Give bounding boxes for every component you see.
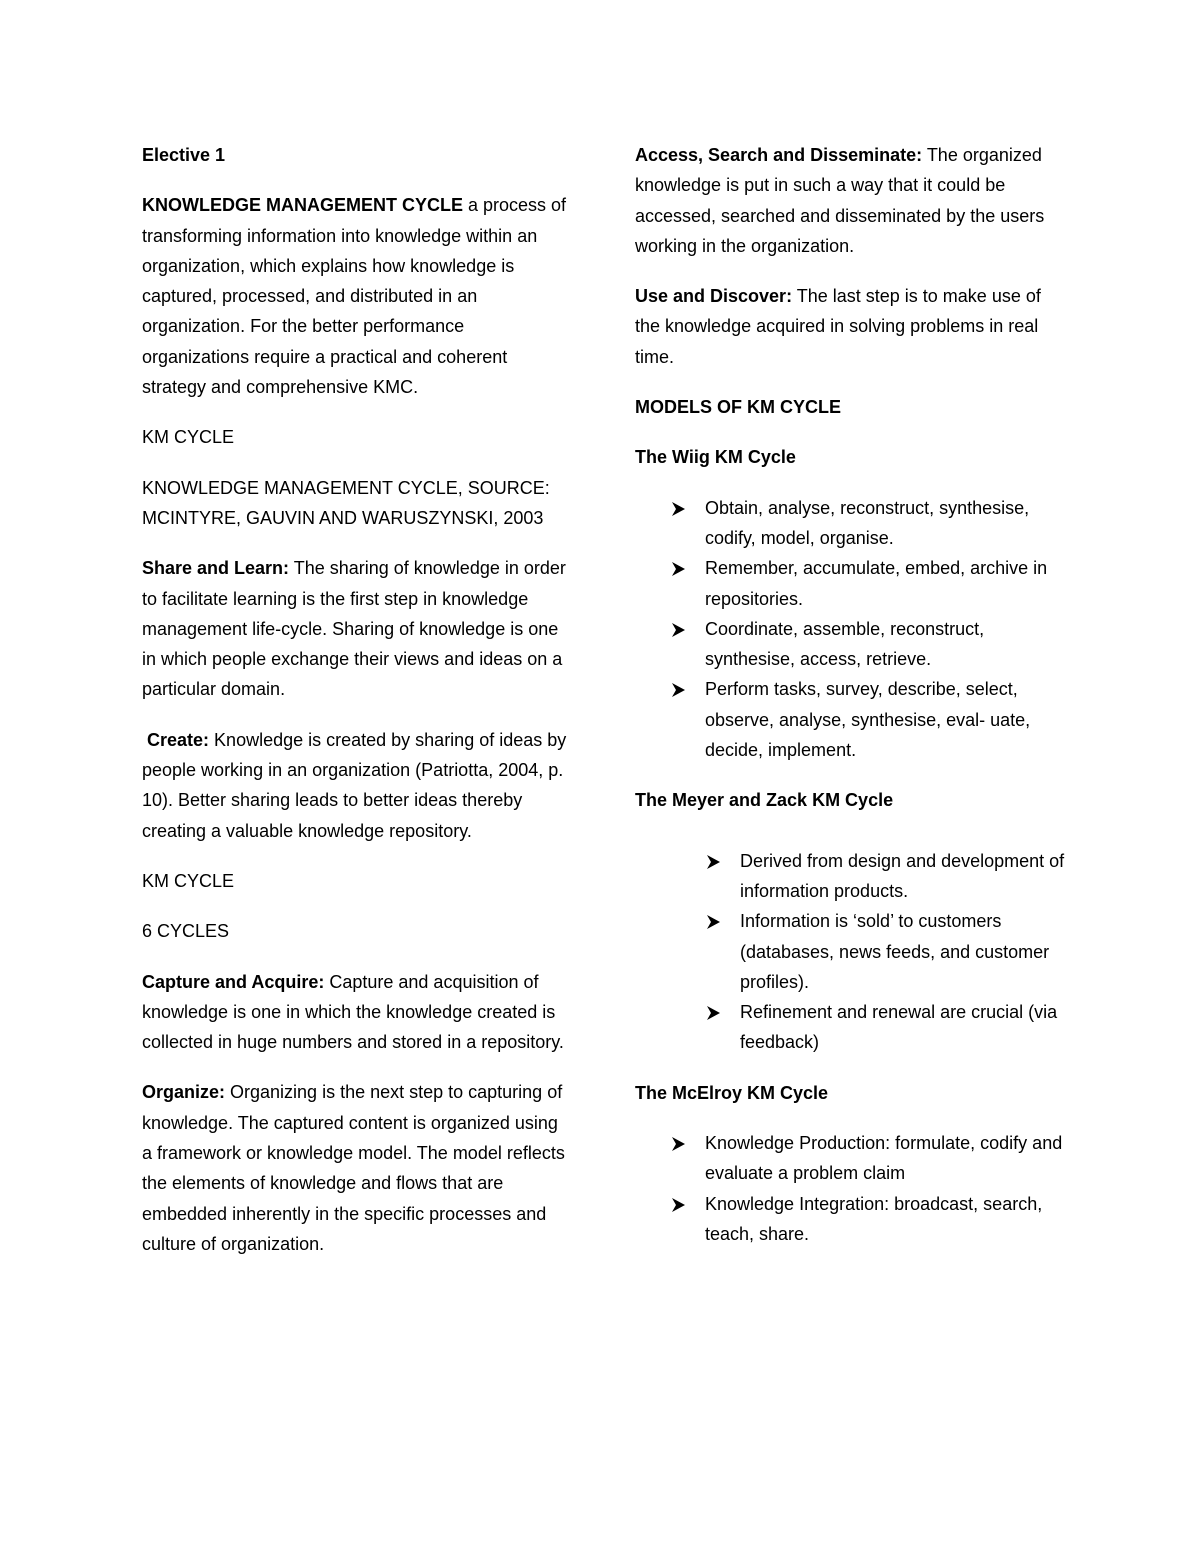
kmc-definition <box>142 190 572 402</box>
create-term: Create: <box>147 729 210 750</box>
capture-term: Capture and Acquire: <box>142 971 325 992</box>
capture-and-acquire <box>142 967 572 1058</box>
km-cycle-label-2: KM CYCLE <box>142 870 235 891</box>
access-term: Access, Search and Disseminate: <box>635 145 923 165</box>
arrow-bullet-icon <box>706 1006 720 1020</box>
right-column <box>635 140 1065 1269</box>
left-column <box>142 140 572 1279</box>
use-def: The last step is to make use of the knowledge acquired in solving problems in real time. <box>635 286 1041 367</box>
kmc-term: KNOWLEDGE MANAGEMENT CYCLE <box>142 195 463 216</box>
arrow-bullet-icon <box>706 855 720 869</box>
km-cycle-label-1: KM CYCLE <box>142 427 235 448</box>
list-item: Refinement and renewal are crucial (via feedback) <box>635 997 1065 1058</box>
share-def: The sharing of knowledge in order to facilitate learning is the first step in knowledge management life-cycle. Sharing of knowledge is one in which people exchange their views and ideas on a particular domain. <box>142 558 566 700</box>
create-def: Knowledge is created by sharing of ideas by people working in an organization (Patriotta, 2004, p. 10). Better sharing leads to better ideas thereby creating a valuable knowledge repository. <box>142 729 567 841</box>
mcelroy-heading: The McElroy KM Cycle <box>635 1082 829 1103</box>
source-caption: KNOWLEDGE MANAGEMENT CYCLE, SOURCE: MCINTYRE, GAUVIN AND WARUSZYNSKI, 2003 <box>142 477 550 528</box>
list-item: Information is ‘sold’ to customers (databases, news feeds, and customer profiles). <box>635 906 1065 997</box>
arrow-bullet-icon <box>706 915 720 929</box>
organize-term: Organize: <box>142 1082 226 1103</box>
share-term: Share and Learn: <box>142 558 290 579</box>
kmc-def-text: a process of transforming information into knowledge within an organization, which explains how knowledge is captured, processed, and distributed in an organization. For the better performance organizations require a practical and coherent strategy and comprehensive KMC. <box>142 195 567 398</box>
access-def: The organized knowledge is put in such a way that it could be accessed, searched and disseminated by the users working in the organization. <box>635 145 1045 256</box>
arrow-bullet-icon <box>671 562 685 576</box>
wiig-heading: The Wiig KM Cycle <box>635 447 796 468</box>
mcelroy-list <box>635 1128 1065 1249</box>
use-term: Use and Discover: <box>635 286 793 307</box>
share-and-learn <box>142 553 572 704</box>
meyer-zack-heading: The Meyer and Zack KM Cycle <box>635 790 894 811</box>
arrow-bullet-icon <box>671 683 685 697</box>
organize-def: Organizing is the next step to capturing of knowledge. The captured content is organized using a framework or knowledge model. The model reflects the elements of knowledge and flows that are embedded inherently in the specific processes and culture of organization. <box>142 1082 565 1254</box>
arrow-bullet-icon <box>671 623 685 637</box>
capture-def: Capture and acquisition of knowledge is one in which the knowledge created is collected in huge numbers and stored in a repository. <box>142 971 564 1053</box>
organize <box>142 1077 572 1259</box>
use-and-discover <box>635 281 1065 372</box>
arrow-bullet-icon <box>671 502 685 516</box>
create <box>142 725 572 846</box>
list-item: Obtain, analyse, reconstruct, synthesise, codify, model, organise. <box>635 493 1065 554</box>
models-heading: MODELS OF KM CYCLE <box>635 397 841 418</box>
access-search-disseminate <box>635 140 1065 261</box>
elective-heading: Elective 1 <box>142 145 226 165</box>
list-item: Knowledge Integration: broadcast, search, teach, share. <box>635 1189 1065 1250</box>
list-item: Remember, accumulate, embed, archive in repositories. <box>635 553 1065 614</box>
arrow-bullet-icon <box>671 1137 685 1151</box>
list-item: Knowledge Production: formulate, codify and evaluate a problem claim <box>635 1128 1065 1189</box>
list-item: Coordinate, assemble, reconstruct, synthesise, access, retrieve. <box>635 614 1065 675</box>
list-item: Derived from design and development of information products. <box>635 846 1065 907</box>
wiig-list <box>635 493 1065 766</box>
meyer-zack-list <box>635 846 1065 1058</box>
list-item: Perform tasks, survey, describe, select, observe, analyse, synthesise, eval- uate, decide, implement. <box>635 674 1065 765</box>
six-cycles-label: 6 CYCLES <box>142 921 230 942</box>
arrow-bullet-icon <box>671 1198 685 1212</box>
